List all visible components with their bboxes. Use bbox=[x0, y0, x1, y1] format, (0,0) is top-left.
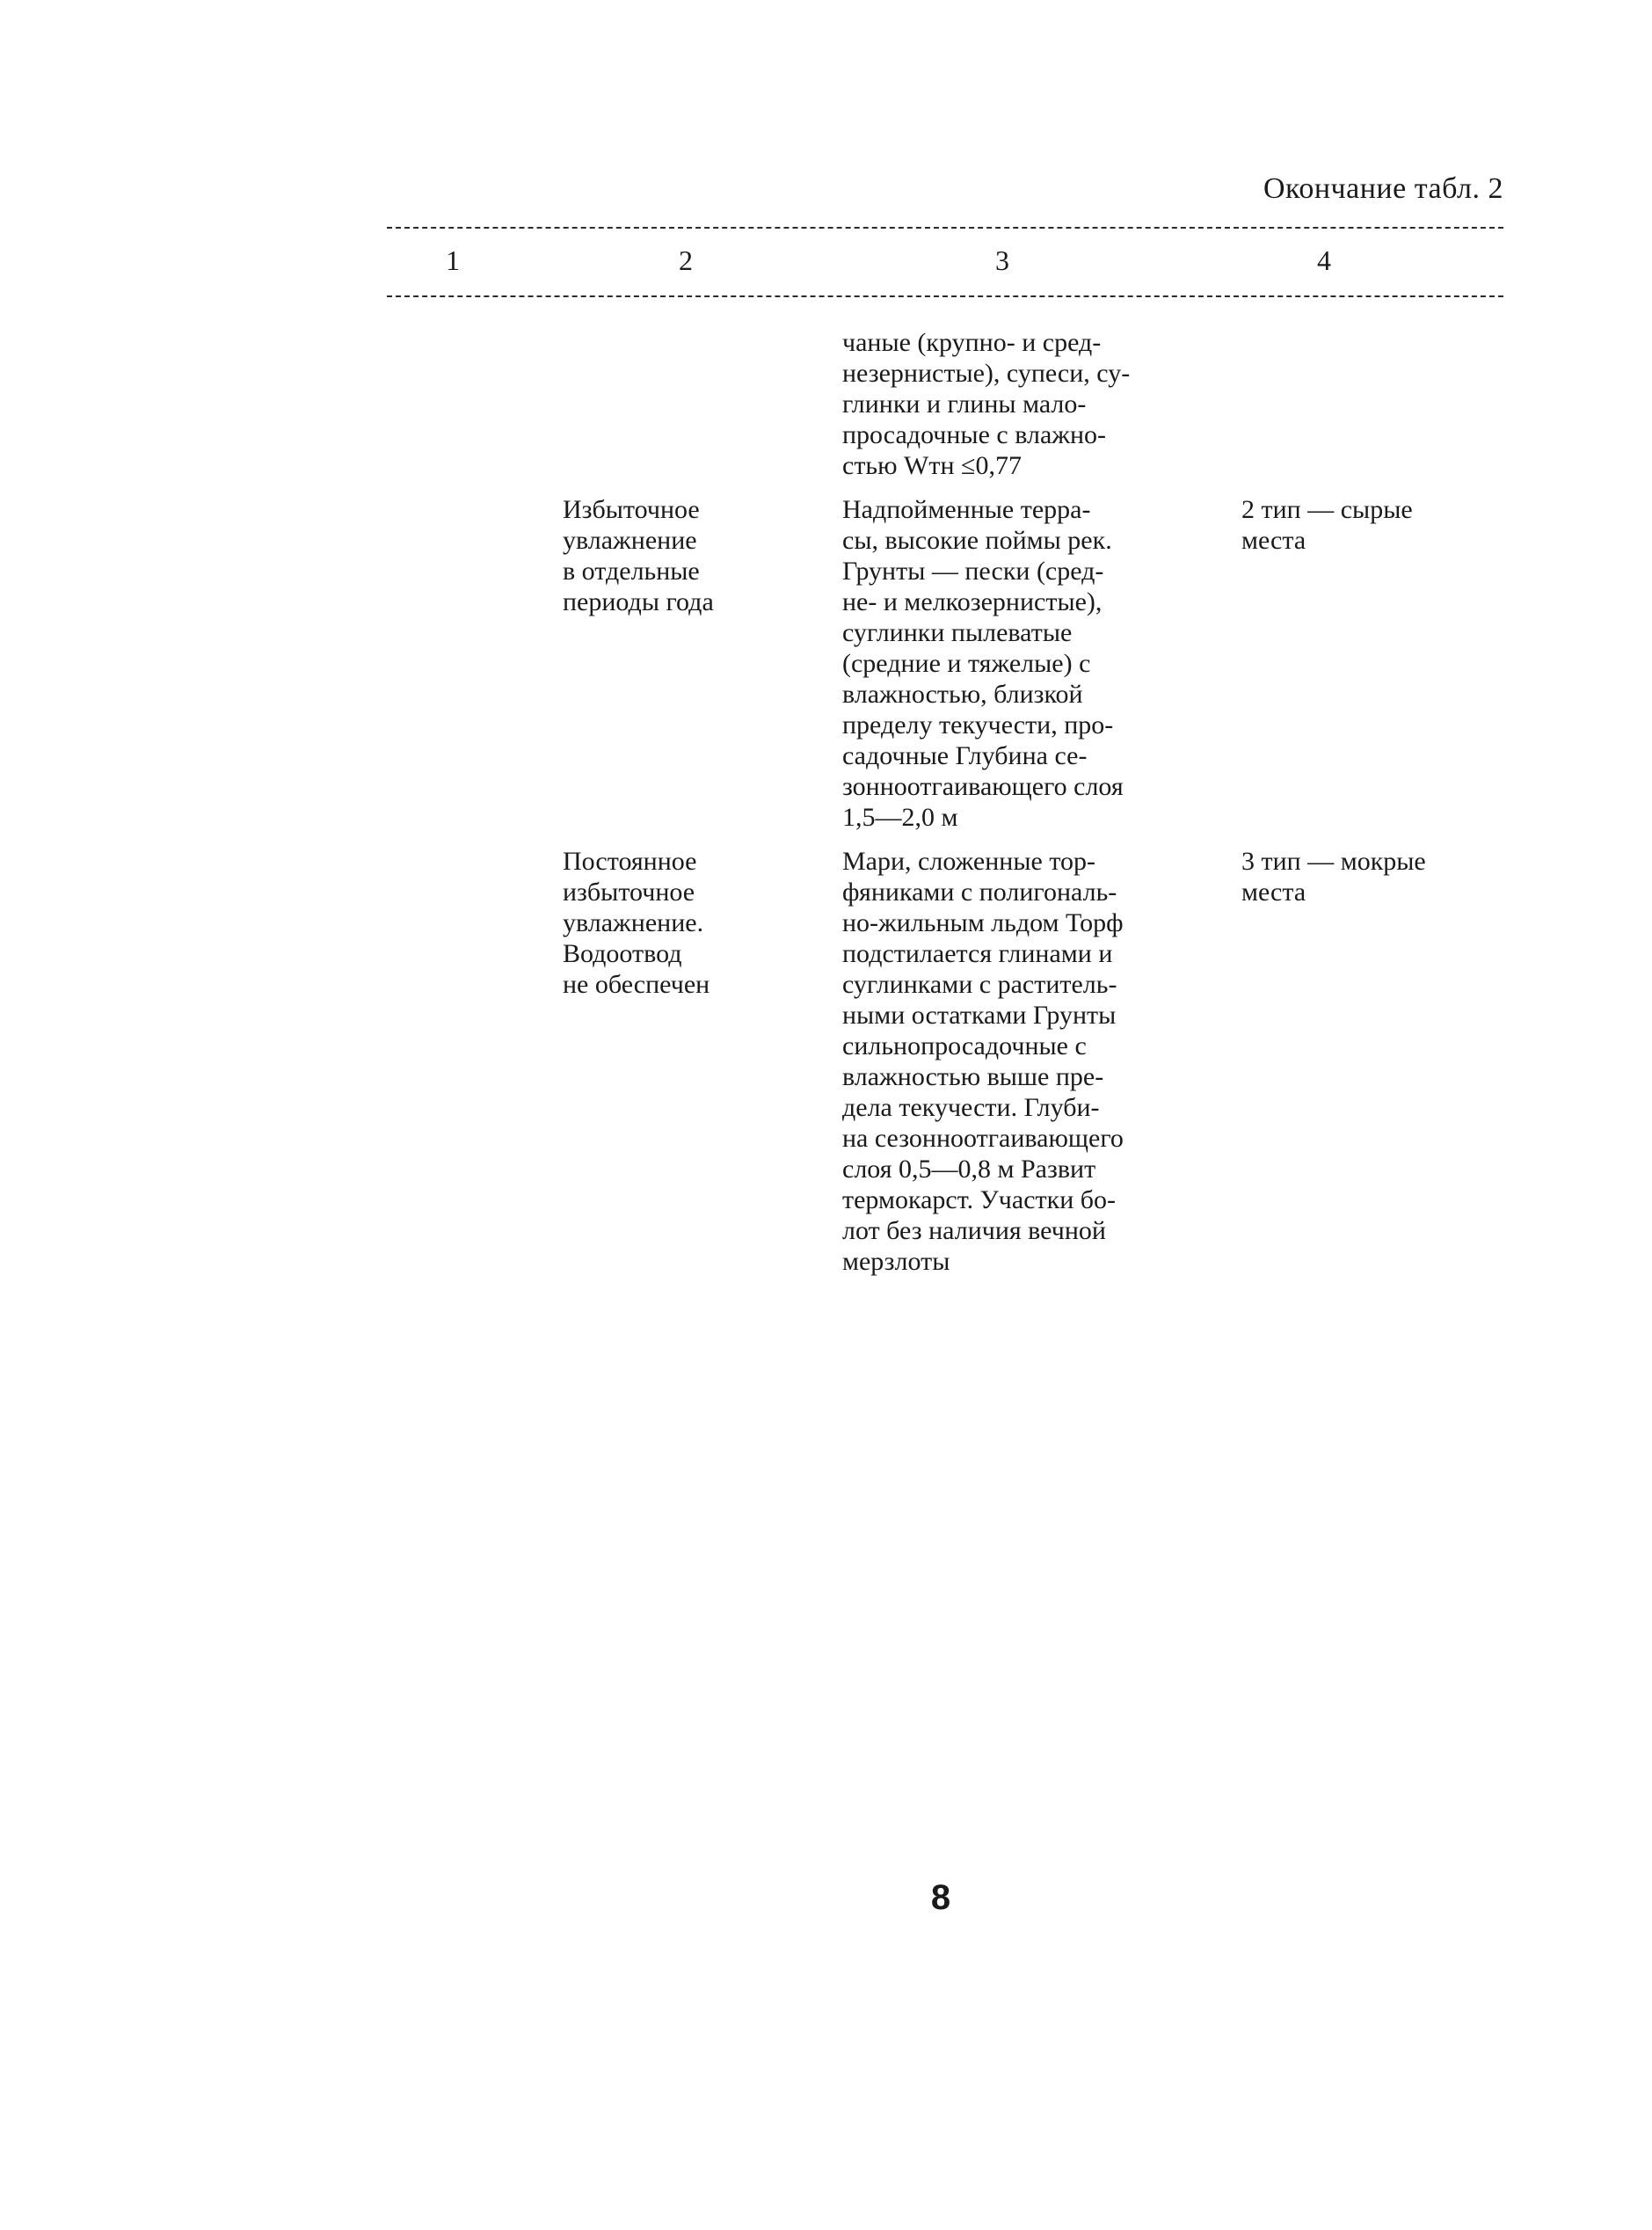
row-3-col-2: Постоянное избыточное увлажнение. Водоотвод не обеспечен bbox=[563, 847, 710, 999]
column-number-2: 2 bbox=[679, 244, 693, 276]
row-2-col-2: Избыточное увлажнение в отдельные периоды года bbox=[563, 495, 714, 616]
row-1-col-3: чаные (крупно- и сред- незернистые), супеси, су- глинки и глины мало- просадочные с влажно- стью Wтн ≤0,77 bbox=[842, 328, 1131, 480]
column-number-1: 1 bbox=[446, 244, 460, 276]
table-top-rule bbox=[387, 227, 1503, 229]
row-3-col-4: 3 тип — мокрые места bbox=[1241, 847, 1426, 907]
table-caption: Окончание табл. 2 bbox=[1263, 172, 1503, 205]
row-3-col-3: Мари, сложенные тор- фяниками с полигональ- но-жильным льдом Торф подстилается глинами и суглинками с раститель- ными остатками Грунты сильнопросадочные с влажностью выше пре- дела текучести. Глуби- на сезонноотгаивающего слоя 0,5—0,8 м Развит термокарст. Участки бо- лот без наличия вечной мерзлоты bbox=[842, 847, 1124, 1276]
row-2-col-4: 2 тип — сырые места bbox=[1241, 495, 1413, 555]
row-2-col-3: Надпойменные терра- сы, высокие поймы рек. Грунты — пески (сред- не- и мелкозернистые), суглинки пылеватые (средние и тяжелые) с влажностью, близкой пределу текучести, про- садочные Глубина се- зонноотгаивающего слоя 1,5—2,0 м bbox=[842, 495, 1124, 832]
column-number-4: 4 bbox=[1317, 244, 1331, 276]
column-number-3: 3 bbox=[995, 244, 1009, 276]
table-header-rule bbox=[387, 295, 1503, 297]
page-number: 8 bbox=[930, 1878, 951, 1917]
